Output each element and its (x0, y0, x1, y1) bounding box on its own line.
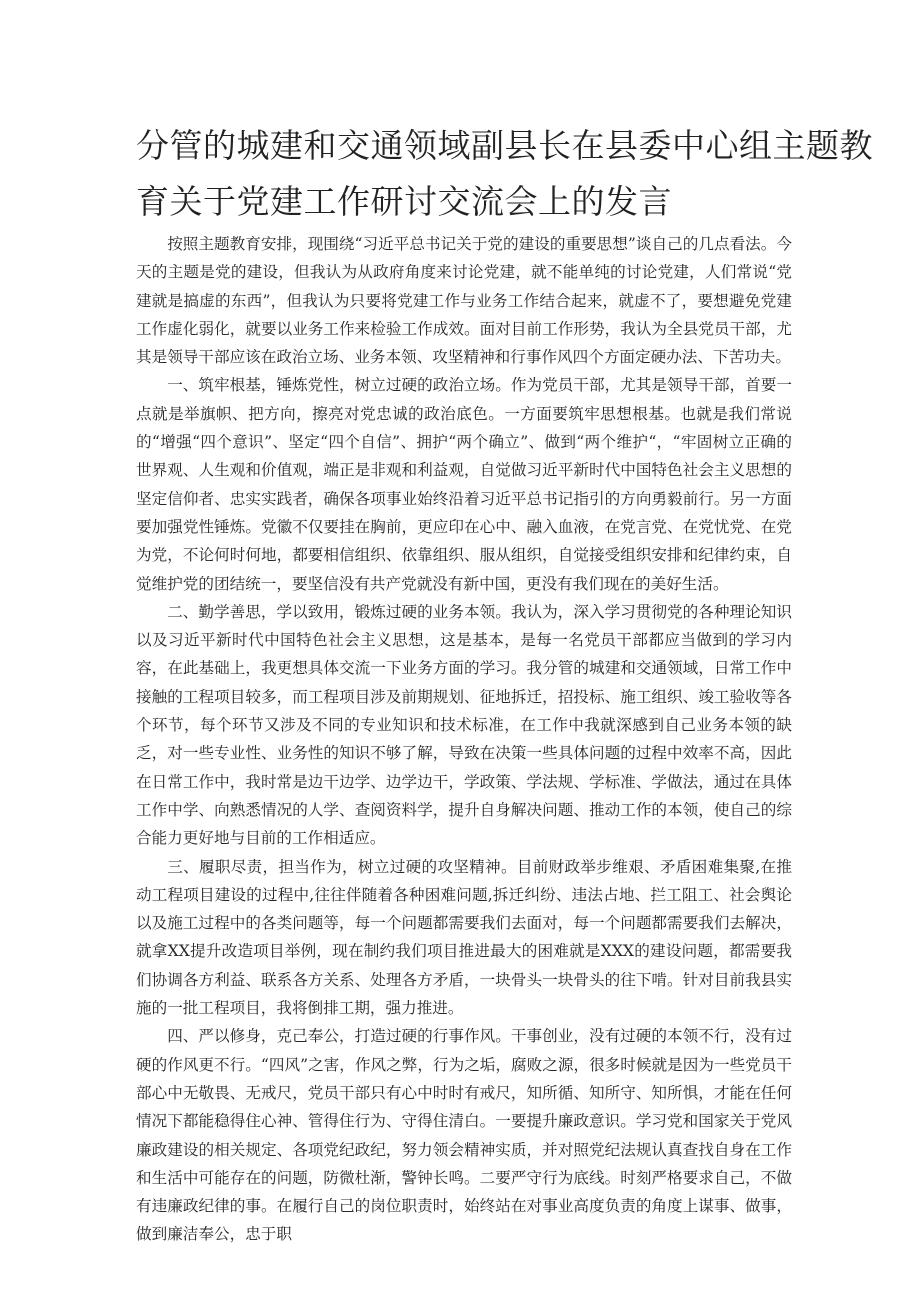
document-body (136, 230, 792, 1249)
document-title (136, 118, 873, 230)
paragraph-section-4: 四、严以修身，克己奉公，打造过硬的行事作风。干事创业，没有过硬的本领不行，没有过硬的作风更不行。“四风”之害，作风之弊，行为之垢，腐败之源，很多时候就是因为一些党员干部心中无敬畏、无戒尺，党员干部只有心中时时有戒尺，知所循、知所守、知所惧，才能在任何情况下都能稳得住心神、管得住行为、守得住清白。一要提升廉政意识。学习党和国家关于党风廉政建设的相关规定、各项党纪政纪，努力领会精神实质，并对照党纪法规认真查找自身在工作和生活中可能存在的问题，防微杜渐，警钟长鸣。二要严守行为底线。时刻严格要求自己，不做有违廉政纪律的事。在履行自己的岗位职责时，始终站在对事业高度负责的角度上谋事、做事，做到廉洁奉公，忠于职 (136, 1027, 792, 1244)
title-line-2: 育关于党建工作研讨交流会上的发言 (136, 182, 672, 221)
paragraph-intro: 按照主题教育安排，现围绕“习近平总书记关于党的建设的重要思想”谈自己的几点看法。今天的主题是党的建设，但我认为从政府角度来讨论党建，就不能单纯的讨论党建，人们常说“党建就是搞虚的东西”，但我认为只要将党建工作与业务工作结合起来，就虚不了，要想避免党建工作虚化弱化，就要以业务工作来检验工作成效。面对目前工作形势，我认为全县党员干部，尤其是领导干部应该在政治立场、业务本领、攻坚精神和行事作风四个方面定硬办法、下苦功夫。 (136, 235, 792, 367)
paragraph-section-1: 一、筑牢根基，锤炼党性，树立过硬的政治立场。作为党员干部，尤其是领导干部，首要一点就是举旗帜、把方向，擦亮对党忠诚的政治底色。一方面要筑牢思想根基。也就是我们常说的“增强“四个意识”、坚定“四个自信”、拥护“两个确立”、做到“两个维护“，“牢固树立正确的世界观、人生观和价值观，端正是非观和利益观，自觉做习近平新时代中国特色社会主义思想的坚定信仰者、忠实实践者，确保各项事业始终沿着习近平总书记指引的方向勇毅前行。另一方面要加强党性锤炼。党徽不仅要挂在胸前，更应印在心中、融入血液，在党言党、在党忧党、在党为党，不论何时何地，都要相信组织、依靠组织、服从组织，自觉接受组织安排和纪律约束，自觉维护党的团结统一，要坚信没有共产党就没有新中国，更没有我们现在的美好生活。 (136, 376, 792, 593)
title-line-1: 分管的城建和交通领域副县长在县委中心组主题教 (136, 126, 873, 165)
paragraph-section-3: 三、履职尽责，担当作为，树立过硬的攻坚精神。目前财政举步维艰、矛盾困难集聚,在推动工程项目建设的过程中,往往伴随着各种困难问题,拆迁纠纷、违法占地、拦工阻工、社会舆论以及施工过程中的各类问题等，每一个问题都需要我们去面对，每一个问题都需要我们去解决，就拿XX提升改造项目举例，现在制约我们项目推进最大的困难就是XXX的建设问题，都需要我们协调各方利益、联系各方关系、处理各方矛盾，一块骨头一块骨头的往下啃。针对目前我县实施的一批工程项目，我将倒排工期，强力推进。 (136, 857, 792, 1018)
paragraph-section-2: 二、勤学善思，学以致用，锻炼过硬的业务本领。我认为，深入学习贯彻党的各种理论知识以及习近平新时代中国特色社会主义思想，这是基本，是每一名党员干部都应当做到的学习内容，在此基础上，我更想具体交流一下业务方面的学习。我分管的城建和交通领域，日常工作中接触的工程项目较多，而工程项目涉及前期规划、征地拆迁，招投标、施工组织、竣工验收等各个环节，每个环节又涉及不同的专业知识和技术标准，在工作中我就深感到自己业务本领的缺乏，对一些专业性、业务性的知识不够了解，导致在决策一些具体问题的过程中效率不高，因此在日常工作中，我时常是边干边学、边学边干，学政策、学法规、学标准、学做法，通过在具体工作中学、向熟悉情况的人学、查阅资料学，提升自身解决问题、推动工作的本领，使自己的综合能力更好地与目前的工作相适应。 (136, 602, 792, 848)
